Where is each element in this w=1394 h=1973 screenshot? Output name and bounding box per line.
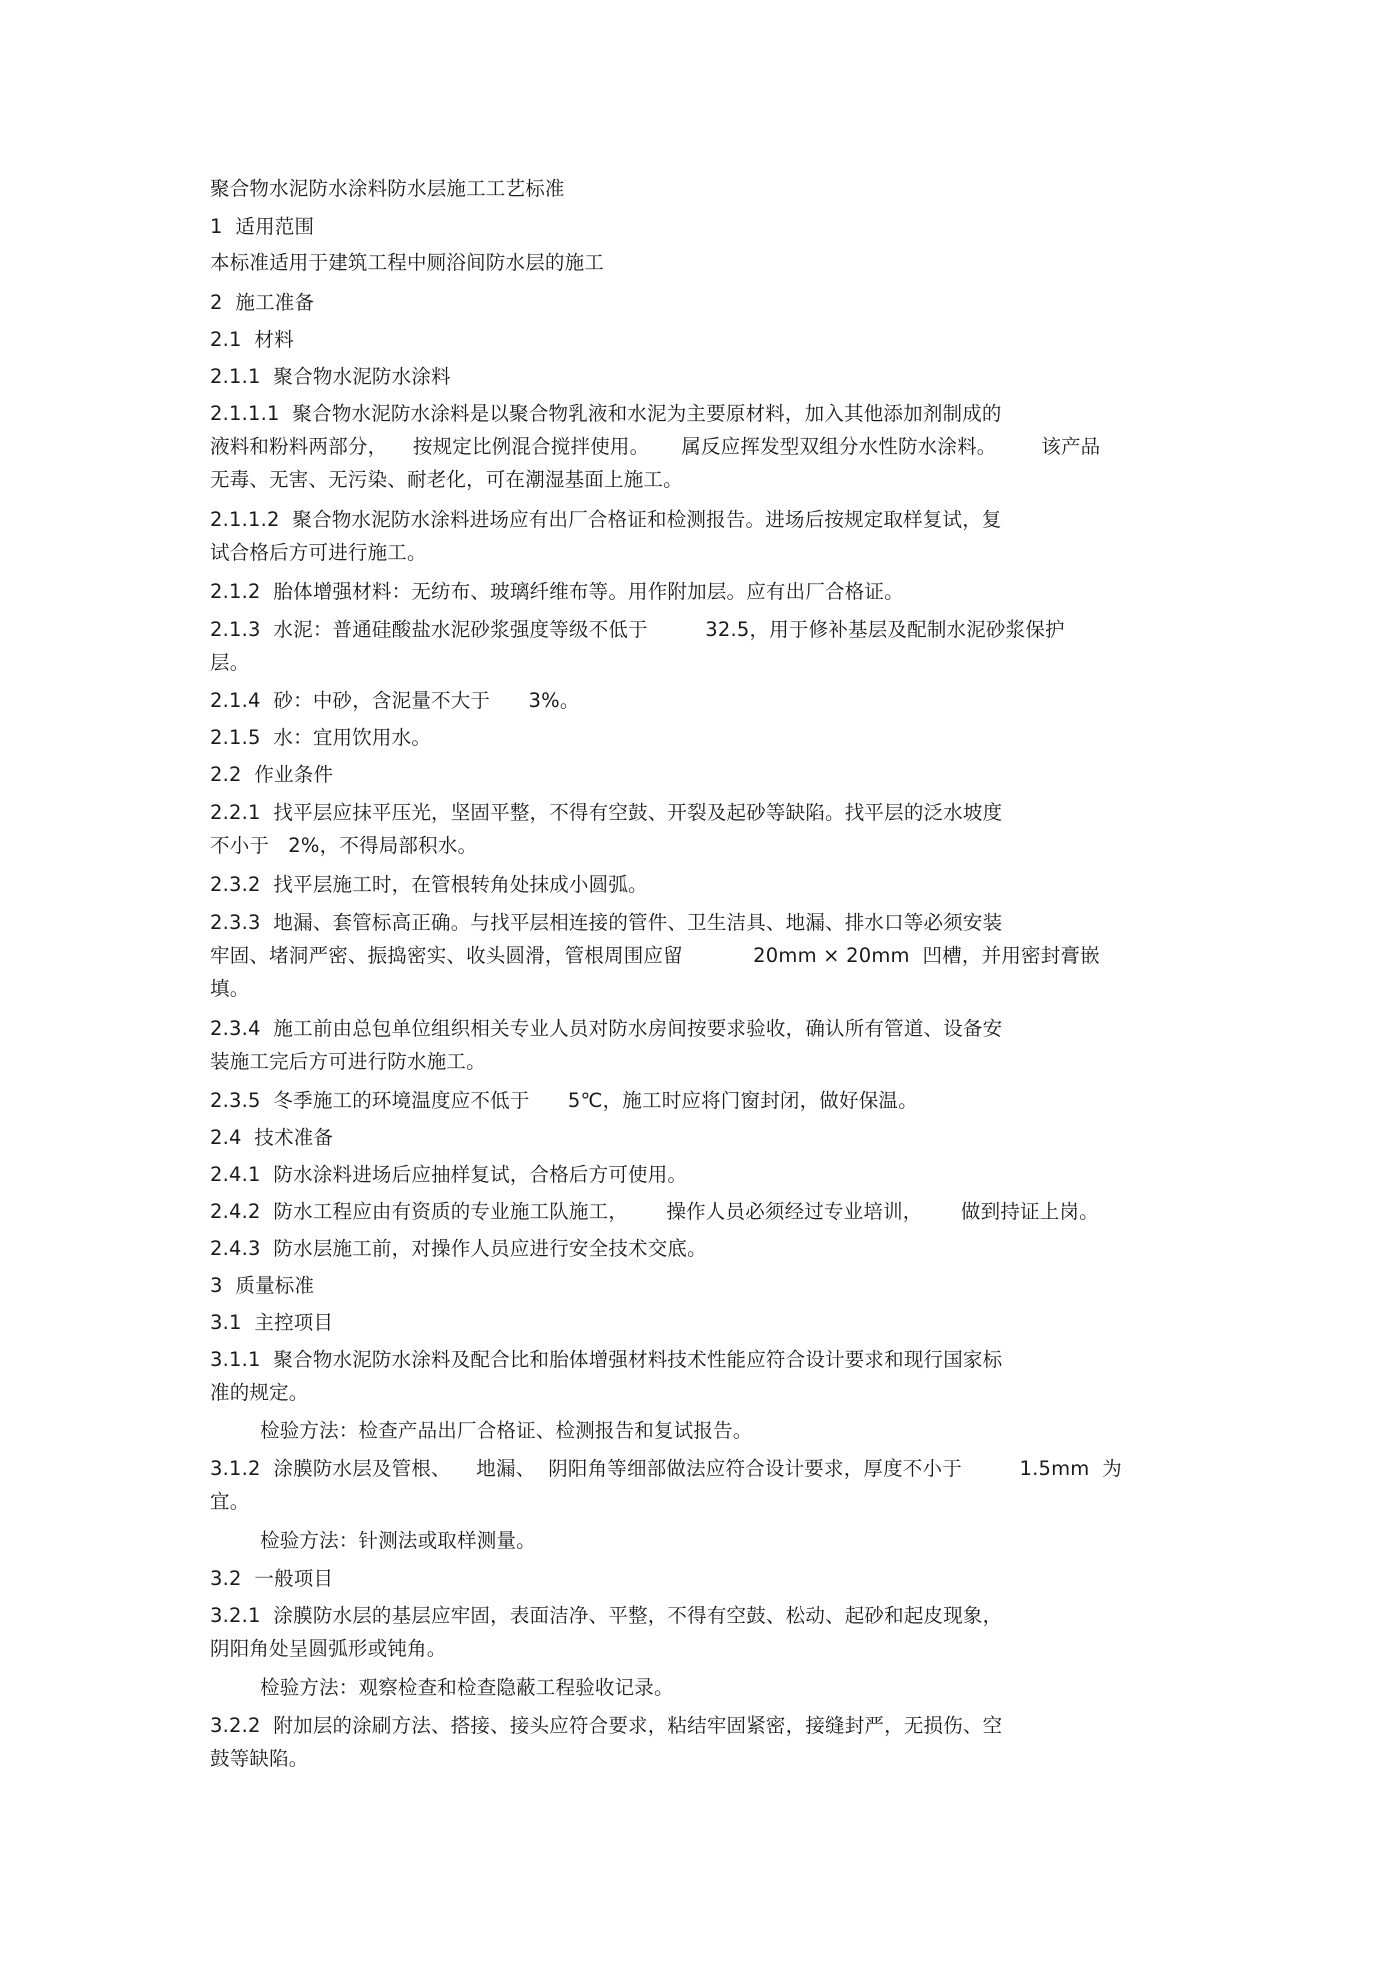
paragraph-line: 液料和粉料两部分， 按规定比例混合搅拌使用。 属反应挥发型双组分水性防水涂料。 该产品 xyxy=(210,435,1101,458)
paragraph-line: 3.2.1 涂膜防水层的基层应牢固，表面洁净、平整，不得有空鼓、松动、起砂和起皮现象， xyxy=(210,1604,1003,1627)
paragraph-line: 2.3.4 施工前由总包单位组织相关专业人员对防水房间按要求验收，确认所有管道、设备安 xyxy=(210,1017,1003,1040)
section-heading: 1 适用范围 xyxy=(210,215,315,238)
subsection-heading: 3.1 主控项目 xyxy=(210,1311,334,1334)
paragraph-line: 2.1.5 水：宜用饮用水。 xyxy=(210,726,432,749)
paragraph-line: 3.1.2 涂膜防水层及管根、 地漏、 阴阳角等细部做法应符合设计要求，厚度不小于 1.5mm 为 xyxy=(210,1457,1122,1480)
paragraph-line: 本标准适用于建筑工程中厕浴间防水层的施工 xyxy=(210,251,605,274)
paragraph-line: 2.4.3 防水层施工前，对操作人员应进行安全技术交底。 xyxy=(210,1237,707,1260)
inspection-method: 检验方法：检查产品出厂合格证、检测报告和复试报告。 xyxy=(260,1419,753,1442)
paragraph-line: 2.4.2 防水工程应由有资质的专业施工队施工， 操作人员必须经过专业培训， 做到持证上岗。 xyxy=(210,1200,1099,1223)
paragraph-line: 填。 xyxy=(210,977,250,1000)
paragraph-line: 宜。 xyxy=(210,1490,250,1513)
inspection-method: 检验方法：观察检查和检查隐蔽工程验收记录。 xyxy=(260,1676,674,1699)
paragraph-line: 准的规定。 xyxy=(210,1381,309,1404)
subsection-heading: 2.4 技术准备 xyxy=(210,1126,334,1149)
subsection-heading: 2.2 作业条件 xyxy=(210,763,334,786)
paragraph-line: 2.1.1.1 聚合物水泥防水涂料是以聚合物乳液和水泥为主要原材料，加入其他添加剂制成的 xyxy=(210,402,1002,425)
section-heading: 3 质量标准 xyxy=(210,1274,315,1297)
paragraph-line: 无毒、无害、无污染、耐老化，可在潮湿基面上施工。 xyxy=(210,468,683,491)
paragraph-line: 2.3.3 地漏、套管标高正确。与找平层相连接的管件、卫生洁具、地漏、排水口等必须安装 xyxy=(210,911,1003,934)
paragraph-line: 2.2.1 找平层应抹平压光，坚固平整，不得有空鼓、开裂及起砂等缺陷。找平层的泛水坡度 xyxy=(210,801,1003,824)
paragraph-line: 层。 xyxy=(210,651,250,674)
paragraph-line: 2.1.3 水泥：普通硅酸盐水泥砂浆强度等级不低于 32.5，用于修补基层及配制水泥砂浆保护 xyxy=(210,618,1065,641)
paragraph-line: 2.1.2 胎体增强材料：无纺布、玻璃纤维布等。用作附加层。应有出厂合格证。 xyxy=(210,580,904,603)
section-heading: 2 施工准备 xyxy=(210,291,315,314)
paragraph-line: 试合格后方可进行施工。 xyxy=(210,541,427,564)
paragraph-line: 装施工完后方可进行防水施工。 xyxy=(210,1050,486,1073)
paragraph-line: 不小于 2%，不得局部积水。 xyxy=(210,834,478,857)
paragraph-line: 2.1.4 砂：中砂，含泥量不大于 3%。 xyxy=(210,689,580,712)
subsection-heading: 2.1.1 聚合物水泥防水涂料 xyxy=(210,365,451,388)
paragraph-line: 牢固、堵洞严密、振捣密实、收头圆滑，管根周围应留 20mm × 20mm 凹槽，并用密封膏嵌 xyxy=(210,944,1100,967)
paragraph-line: 2.3.2 找平层施工时，在管根转角处抹成小圆弧。 xyxy=(210,873,648,896)
paragraph-line: 2.4.1 防水涂料进场后应抽样复试，合格后方可使用。 xyxy=(210,1163,688,1186)
subsection-heading: 3.2 一般项目 xyxy=(210,1567,334,1590)
inspection-method: 检验方法：针测法或取样测量。 xyxy=(260,1529,536,1552)
paragraph-line: 3.1.1 聚合物水泥防水涂料及配合比和胎体增强材料技术性能应符合设计要求和现行国家标 xyxy=(210,1348,1003,1371)
paragraph-line: 2.1.1.2 聚合物水泥防水涂料进场应有出厂合格证和检测报告。进场后按规定取样复试，复 xyxy=(210,508,1002,531)
subsection-heading: 2.1 材料 xyxy=(210,328,294,351)
paragraph-line: 鼓等缺陷。 xyxy=(210,1747,309,1770)
paragraph-line: 2.3.5 冬季施工的环境温度应不低于 5℃，施工时应将门窗封闭，做好保温。 xyxy=(210,1089,918,1112)
document-title: 聚合物水泥防水涂料防水层施工工艺标准 xyxy=(210,177,565,200)
paragraph-line: 3.2.2 附加层的涂刷方法、搭接、接头应符合要求，粘结牢固紧密，接缝封严，无损伤、空 xyxy=(210,1714,1003,1737)
paragraph-line: 阴阳角处呈圆弧形或钝角。 xyxy=(210,1637,447,1660)
